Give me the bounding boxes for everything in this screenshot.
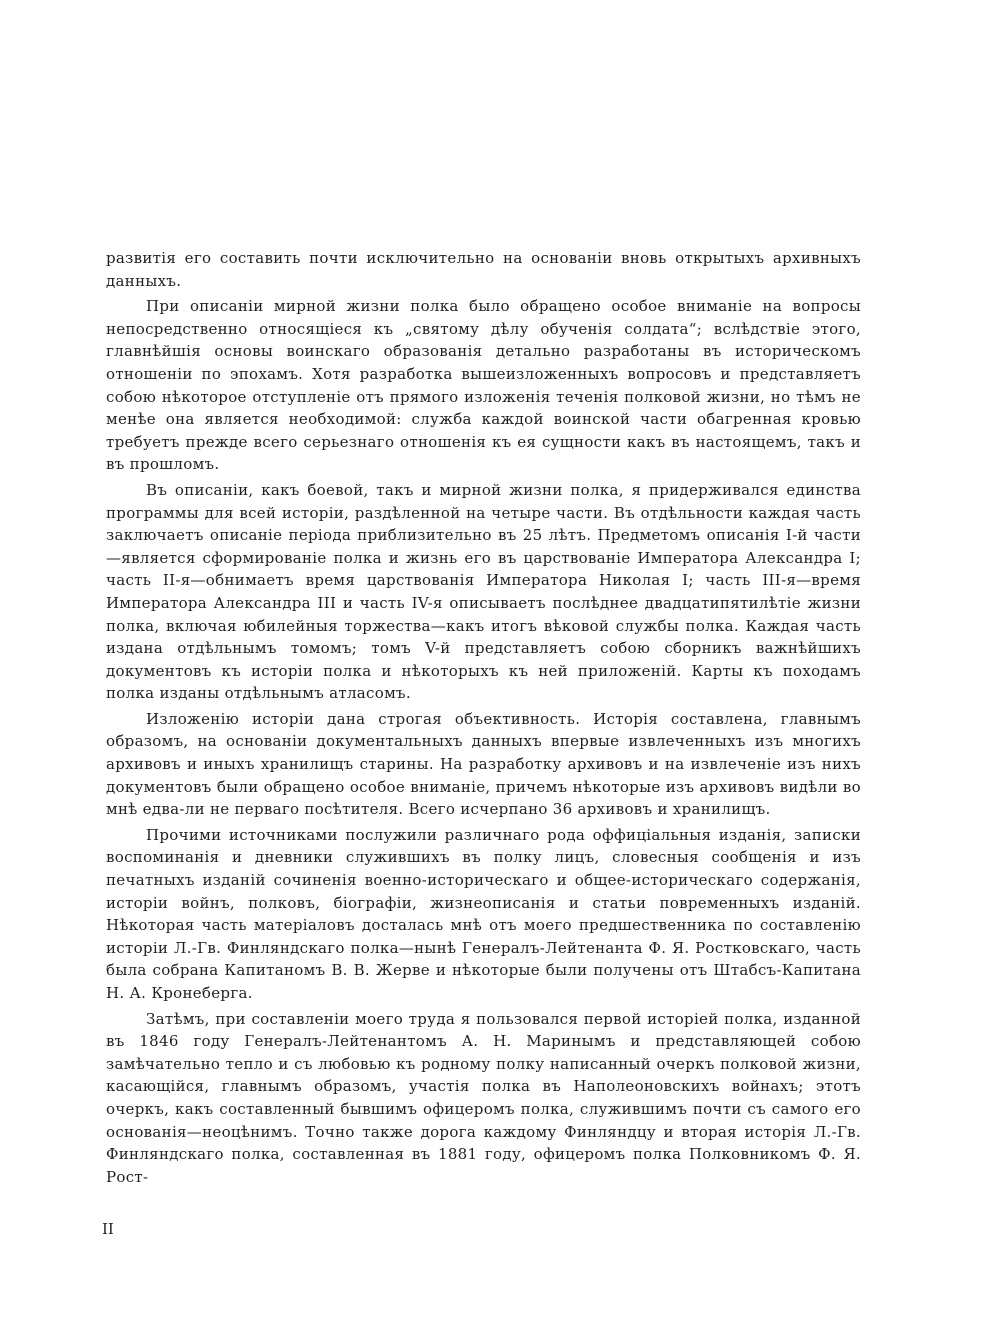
paragraph: Въ описаніи, какъ боевой, такъ и мирной жизни полка, я придерживался единства программы для всей исторіи, раздѣленной на четыре части. Въ отдѣльности каждая часть заключаетъ описаніе періода приблизительно въ 25 лѣтъ. Предметомъ описанія I-й части—является сформированіе полка и жизнь его въ царствованіе Императора Александра I; часть II-я—обнимаетъ время царствованія Императора Николая I; часть III-я—время Императора Александра III и часть IV-я описываетъ послѣднее двадцатипятилѣтіе жизни полка, включая юбилейныя торжества—какъ итогъ вѣковой службы полка. Каждая часть издана отдѣльнымъ томомъ; томъ V-й представляетъ собою сборникъ важнѣйшихъ документовъ къ исторіи полка и нѣкоторыхъ къ ней приложеній. Карты къ походамъ полка изданы отдѣльнымъ атласомъ.	[106, 480, 861, 703]
paragraph: При описаніи мирной жизни полка было обращено особое вниманіе на вопросы непосредственно относящіеся къ „святому дѣлу обученія солдата“; вслѣдствіе этого, главнѣйшія основы воинскаго образованія детально разработаны въ историческомъ отношеніи по эпохамъ. Хотя разработка вышеизложенныхъ вопросовъ и представляетъ собою нѣкоторое отступленіе отъ прямого изложенія теченія полковой жизни, но тѣмъ не менѣе она является необходимой: служба каждой воинской части обагренная кровью требуетъ прежде всего серьезнаго отношенія къ ея сущности какъ въ настоящемъ, такъ и въ прошломъ.	[106, 297, 861, 474]
paragraph: Изложенію исторіи дана строгая объективность. Исторія составлена, главнымъ образомъ, на основаніи документальныхъ данныхъ впервые извлеченныхъ изъ многихъ архивовъ и иныхъ хранилищъ старины. На разработку архивовъ и на извлеченіе изъ нихъ документовъ были обращено особое вниманіе, причемъ нѣкоторые изъ архивовъ видѣли во мнѣ едва-ли не перваго посѣтителя. Всего исчерпано 36 архивовъ и хранилищъ.	[106, 709, 861, 819]
body-text	[106, 247, 861, 1191]
paragraph: Прочими источниками послужили различнаго рода оффиціальныя изданія, записки воспоминанія и дневники служившихъ въ полку лицъ, словесныя сообщенія и изъ печатныхъ изданій сочиненія военно-историческаго и общее-историческаго содержанія, исторіи войнъ, полковъ, біографіи, жизнеописанія и статьи повременныхъ изданій. Нѣкоторая часть матеріаловъ досталась мнѣ отъ моего предшественника по составленію исторіи Л.-Гв. Финляндскаго полка—нынѣ Генералъ-Лейтенанта Ф. Я. Ростковскаго, часть была собрана Капитаномъ В. В. Жерве и нѣкоторые были получены отъ Штабсъ-Капитана Н. А. Кронеберга.	[106, 825, 861, 1002]
page-number: II	[102, 1220, 114, 1238]
paragraph: Затѣмъ, при составленіи моего труда я пользовался первой исторіей полка, изданной въ 1846 году Генералъ-Лейтенантомъ А. Н. Маринымъ и представляющей собою замѣчательно тепло и съ любовью къ родному полку написанный очеркъ полковой жизни, касающійся, главнымъ образомъ, участія полка въ Наполеоновскихъ войнахъ; этотъ очеркъ, какъ составленный бывшимъ офицеромъ полка, служившимъ почти съ самого его основанія—неоцѣнимъ. Точно также дорога каждому Финляндцу и вторая исторія Л.-Гв. Финляндскаго полка, составленная въ 1881 году, офицеромъ полка Полковникомъ Ф. Я. Рост-	[106, 1009, 861, 1186]
paragraph: развитія его составить почти исключительно на основаніи вновь открытыхъ архивныхъ данныхъ.	[106, 249, 861, 290]
